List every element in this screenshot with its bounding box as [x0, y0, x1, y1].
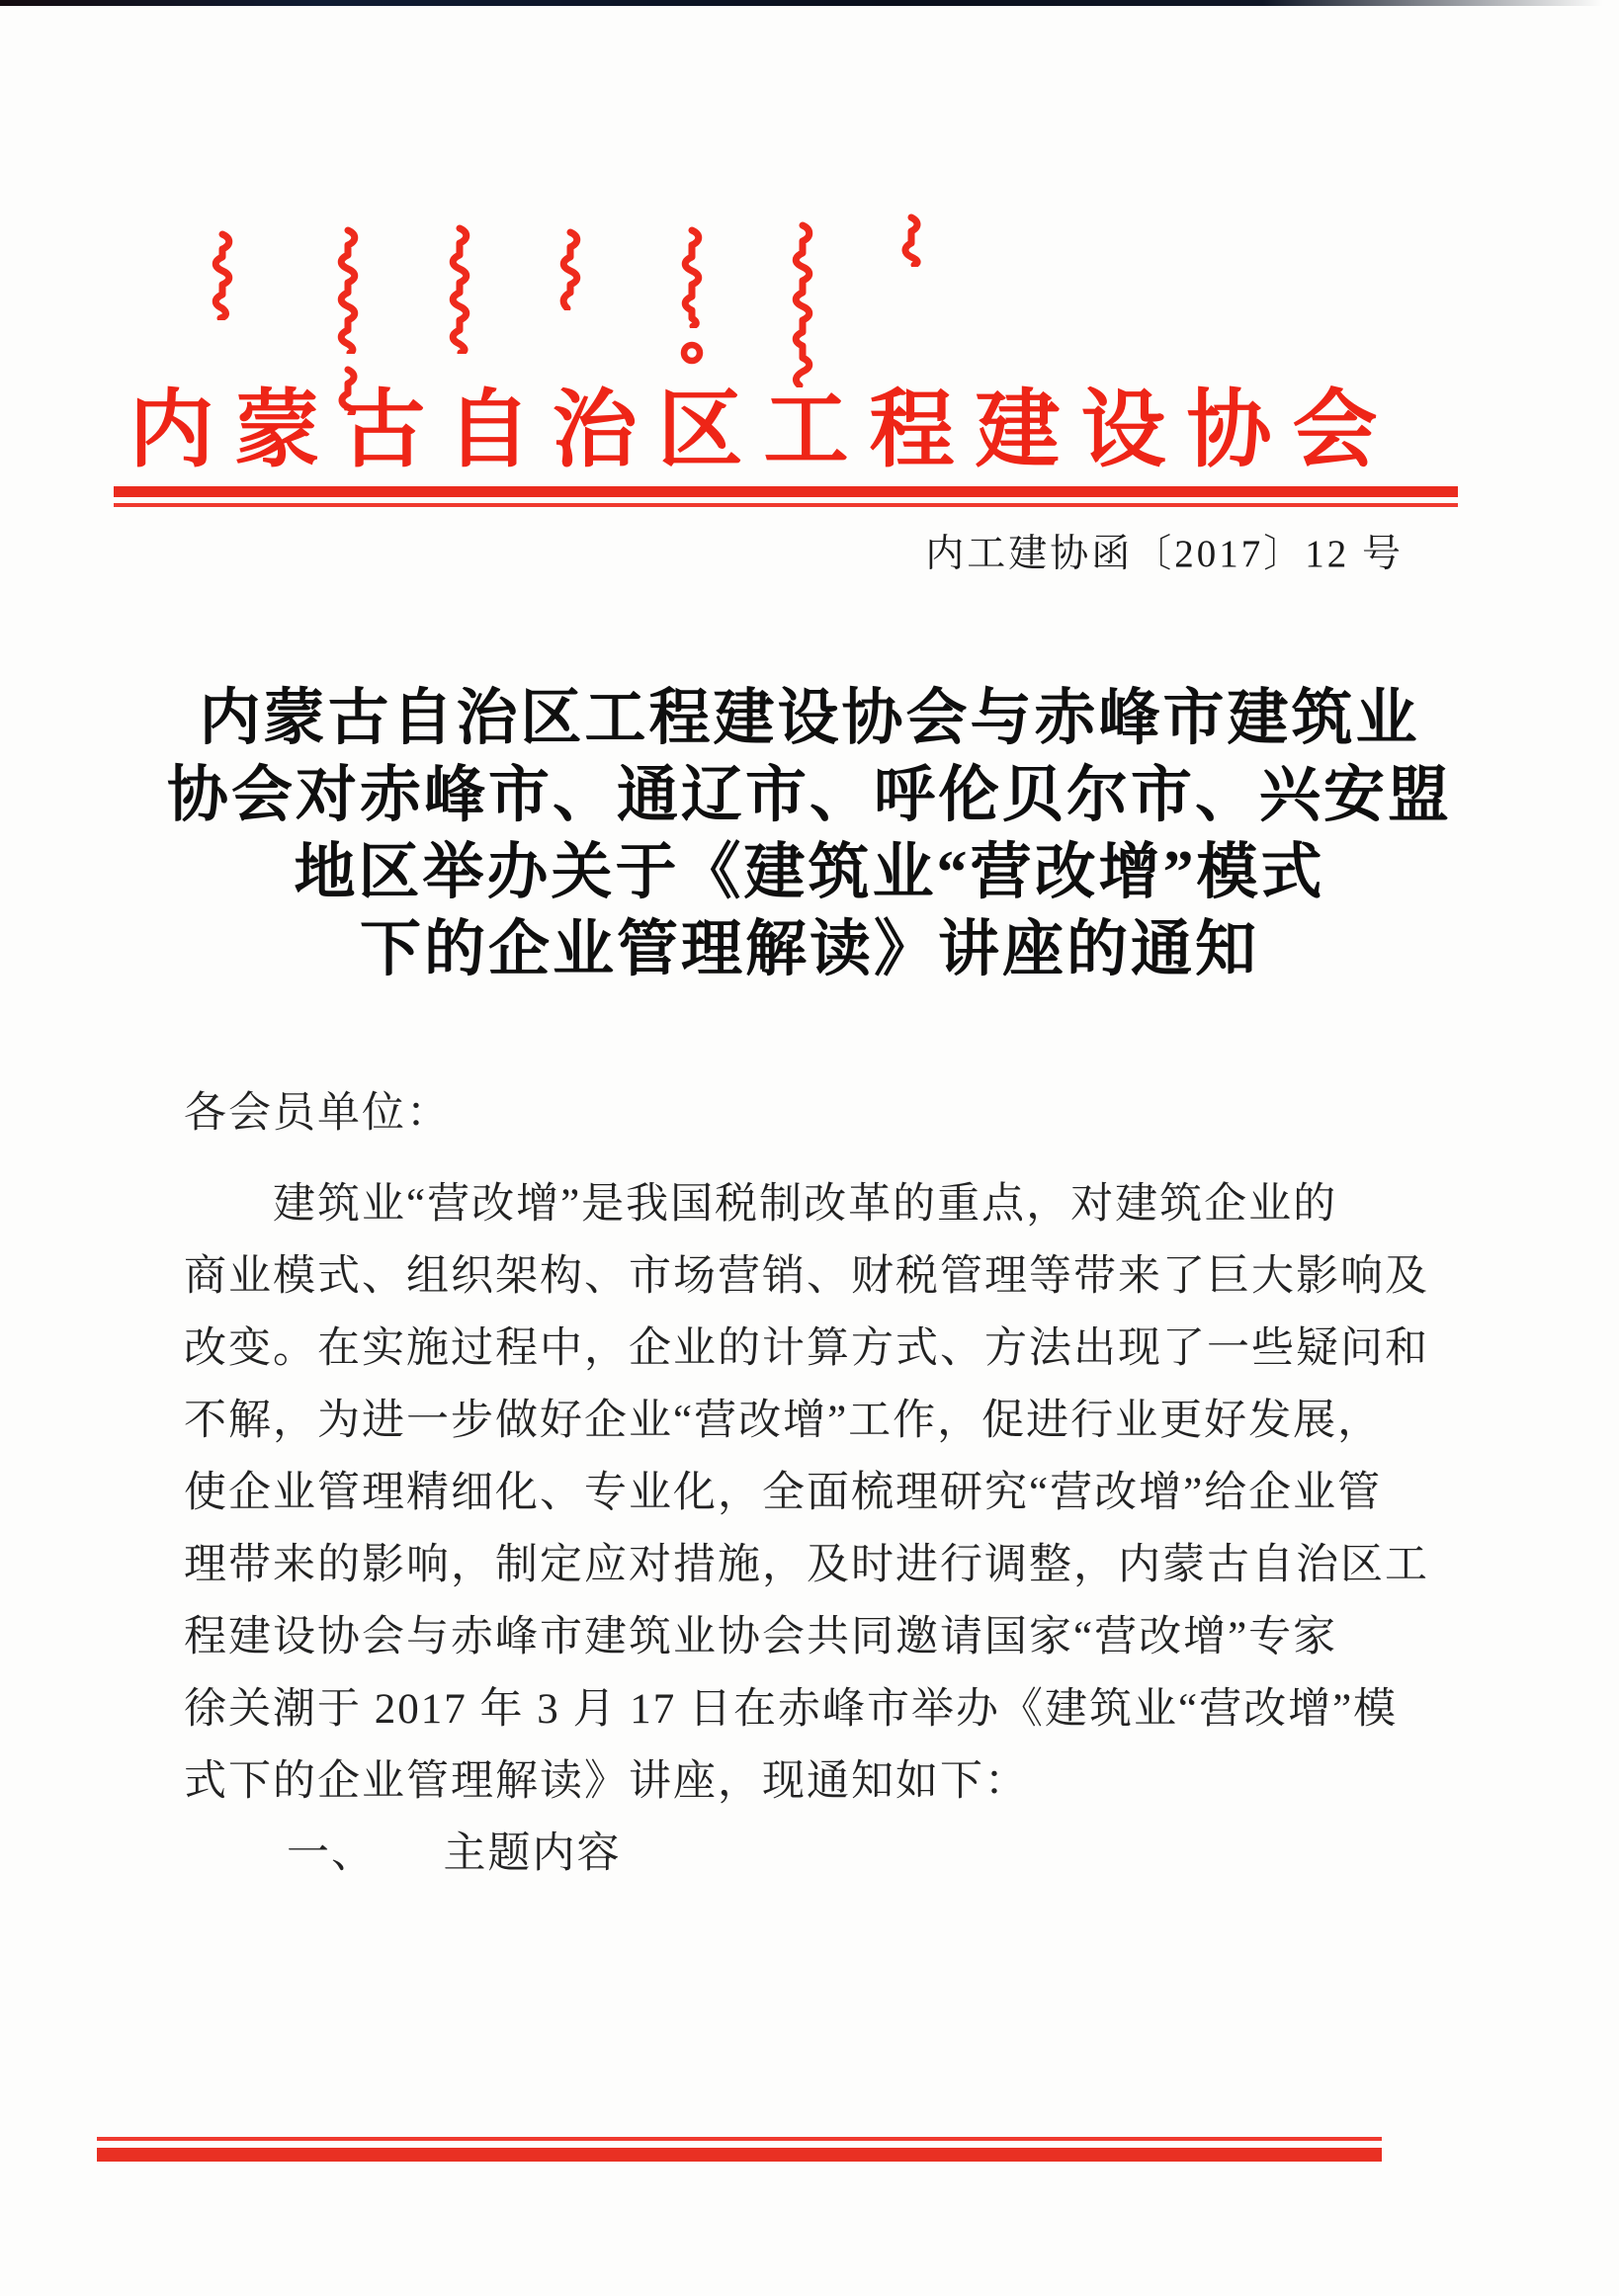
mongolian-script-column — [677, 340, 707, 366]
notice-title-line: 地区举办关于《建筑业“营改增”模式 — [294, 839, 1325, 906]
mongolian-script-column — [333, 225, 363, 354]
section-heading: 一、 主题内容 — [287, 1830, 622, 1877]
header-rule-thick — [114, 486, 1458, 497]
body-line: 徐关潮于 2017 年 3 月 17 日在赤峰市举办《建筑业“营改增”模 — [184, 1686, 1399, 1733]
body-line: 式下的企业管理解读》讲座，现通知如下： — [184, 1758, 1029, 1805]
mongolian-script-column — [896, 213, 926, 267]
mongolian-script-column — [677, 225, 707, 328]
body-line: 建筑业“营改增”是我国税制改革的重点，对建筑企业的 — [273, 1181, 1338, 1228]
masthead-org-name: 内蒙古自治区工程建设协会 — [128, 383, 1399, 477]
notice-title-line: 下的企业管理解读》讲座的通知 — [359, 916, 1259, 983]
body-line: 程建设协会与赤峰市建筑业协会共同邀请国家“营改增”专家 — [184, 1614, 1338, 1660]
footer-rule-thin — [97, 2137, 1382, 2141]
body-line: 理带来的影响，制定应对措施，及时进行调整，内蒙古自治区工 — [184, 1542, 1429, 1588]
body-line: 商业模式、组织架构、市场营销、财税管理等带来了巨大影响及 — [184, 1253, 1429, 1300]
notice-title — [0, 680, 1619, 988]
mongolian-script-column — [445, 223, 474, 354]
header-rule-thin — [114, 503, 1458, 507]
mongolian-script-column — [788, 219, 817, 387]
body-line: 不解，为进一步做好企业“营改增”工作，促进行业更好发展， — [184, 1398, 1383, 1444]
doc-number: 内工建协函〔2017〕12 号 — [925, 533, 1404, 575]
scan-edge-artifact — [0, 0, 1619, 6]
salutation: 各会员单位： — [184, 1090, 451, 1137]
mongolian-script-column — [555, 227, 585, 310]
body-line: 使企业管理精细化、专业化，全面梳理研究“营改增”给企业管 — [184, 1470, 1383, 1516]
footer-rule-thick — [97, 2148, 1382, 2162]
body-line: 改变。在实施过程中，企业的计算方式、方法出现了一些疑问和 — [184, 1325, 1429, 1372]
notice-title-line: 内蒙古自治区工程建设协会与赤峰市建筑业 — [199, 685, 1420, 752]
mongolian-script-column — [208, 229, 237, 320]
notice-title-line: 协会对赤峰市、通辽市、呼伦贝尔市、兴安盟 — [166, 762, 1452, 829]
notice-body — [184, 1077, 1469, 1890]
